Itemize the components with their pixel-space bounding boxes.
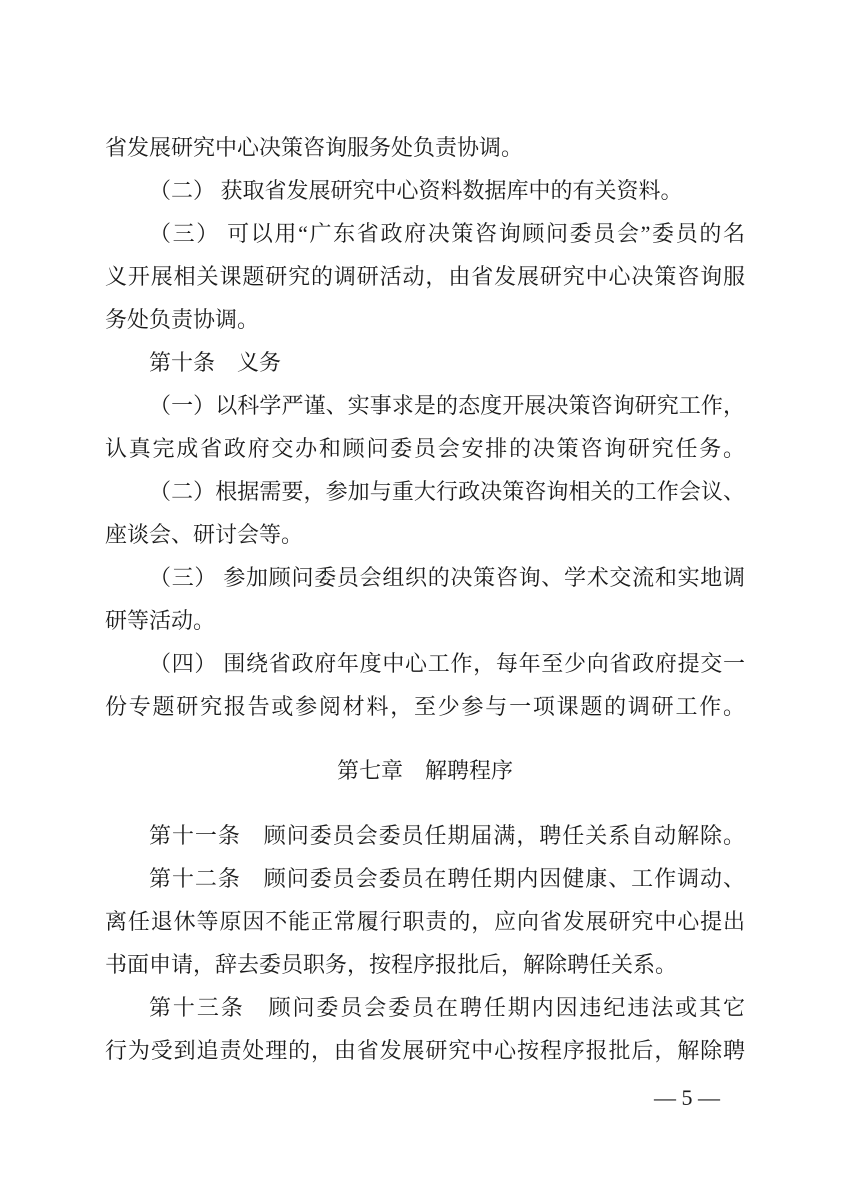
document-body [105, 126, 745, 1072]
text-line: （一）以科学严谨、实事求是的态度开展决策咨询研究工作， [149, 393, 745, 418]
text-line: 义开展相关课题研究的调研活动，由省发展研究中心决策咨询服 [105, 264, 745, 289]
text-line: 认真完成省政府交办和顾问委员会安排的决策咨询研究任务。 [105, 436, 745, 461]
text-line: （二） 获取省发展研究中心资料数据库中的有关资料。 [149, 178, 683, 203]
text-line: 离任退休等原因不能正常履行职责的，应向省发展研究中心提出 [105, 909, 745, 934]
text-line: （四） 围绕省政府年度中心工作，每年至少向省政府提交一 [149, 651, 745, 676]
article-heading: 第十条 义务 [149, 350, 282, 375]
text-line: （三） 参加顾问委员会组织的决策咨询、学术交流和实地调 [149, 565, 745, 590]
text-line: 份专题研究报告或参阅材料，至少参与一项课题的调研工作。 [105, 694, 745, 719]
text-line: 省发展研究中心决策咨询服务处负责协调。 [105, 135, 524, 160]
page-number: — 5 — [654, 1085, 720, 1110]
text-line: 务处负责协调。 [105, 307, 260, 332]
text-line: 研等活动。 [105, 608, 216, 633]
chapter-heading: 第七章 解聘程序 [336, 758, 513, 783]
text-line: （二）根据需要，参加与重大行政决策咨询相关的工作会议、 [149, 479, 745, 504]
text-line: 行为受到追责处理的，由省发展研究中心按程序报批后，解除聘 [105, 1038, 745, 1063]
text-line: 书面申请，辞去委员职务，按程序报批后，解除聘任关系。 [105, 952, 678, 977]
text-line: 座谈会、研讨会等。 [105, 522, 304, 547]
text-line: 第十二条 顾问委员会委员在聘任期内因健康、工作调动、 [149, 866, 745, 891]
text-line: 第十三条 顾问委员会委员在聘任期内因违纪违法或其它 [149, 995, 745, 1020]
text-line: （三） 可以用“广东省政府决策咨询顾问委员会”委员的名 [149, 221, 745, 246]
text-line: 第十一条 顾问委员会委员任期届满，聘任关系自动解除。 [149, 823, 745, 848]
